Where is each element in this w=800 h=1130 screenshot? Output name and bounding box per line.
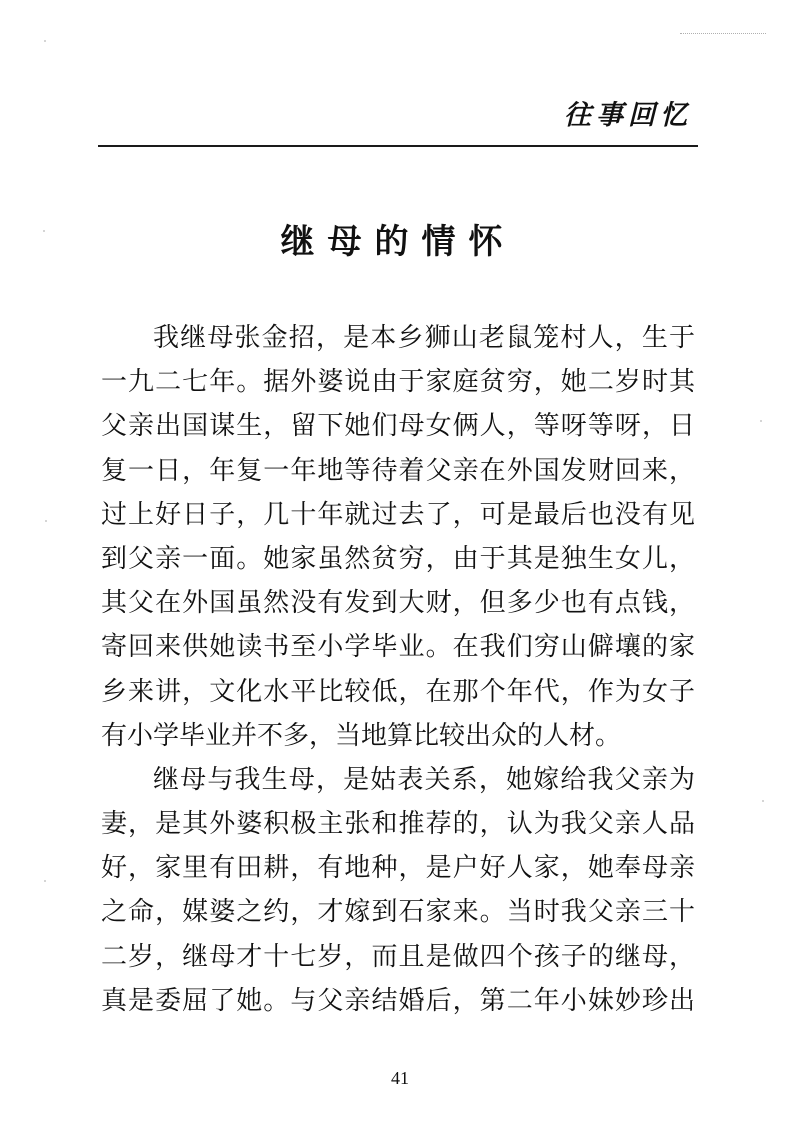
text-line: 之命，媒婆之约，才嫁到石家来。当时我父亲三十 [101, 897, 695, 928]
page-number: 41 [391, 1068, 409, 1088]
text-line: 其父在外国虽然没有发到大财，但多少也有点钱， [101, 588, 695, 619]
text-line: 继母与我生母，是姑表关系，她嫁给我父亲为 [153, 764, 695, 795]
corner-dotted-rule [680, 33, 766, 34]
body-text [101, 316, 695, 1023]
text-line: 我继母张金招，是本乡狮山老鼠笼村人，生于 [153, 323, 695, 353]
text-line: 真是委屈了她。与父亲结婚后，第二年小妹妙珍出 [101, 985, 695, 1016]
text-line: 二岁，继母才十七岁，而且是做四个孩子的继母， [101, 941, 695, 972]
text-line: 到父亲一面。她家虽然贫穷，由于其是独生女儿， [101, 543, 695, 574]
header-rule [98, 145, 698, 147]
text-line: 乡来讲，文化水平比较低，在那个年代，作为女子 [101, 676, 695, 707]
running-head: 往事回忆 [564, 100, 692, 131]
text-line: 过上好日子，几十年就过去了，可是最后也没有见 [101, 499, 695, 530]
text-line: 妻，是其外婆积极主张和推荐的，认为我父亲人品 [101, 809, 695, 840]
chapter-title: 继母的情怀 [280, 222, 516, 262]
text-line: 一九二七年。据外婆说由于家庭贫穷，她二岁时其 [101, 367, 695, 398]
text-line: 复一日，年复一年地等待着父亲在外国发财回来， [101, 455, 695, 486]
text-line: 好，家里有田耕，有地种，是户好人家，她奉母亲 [101, 853, 695, 884]
text-line: 寄回来供她读书至小学毕业。在我们穷山僻壤的家 [101, 632, 695, 663]
text-line: 父亲出国谋生，留下她们母女俩人，等呀等呀，日 [101, 411, 695, 442]
text-line: 有小学毕业并不多，当地算比较出众的人材。 [101, 720, 622, 751]
